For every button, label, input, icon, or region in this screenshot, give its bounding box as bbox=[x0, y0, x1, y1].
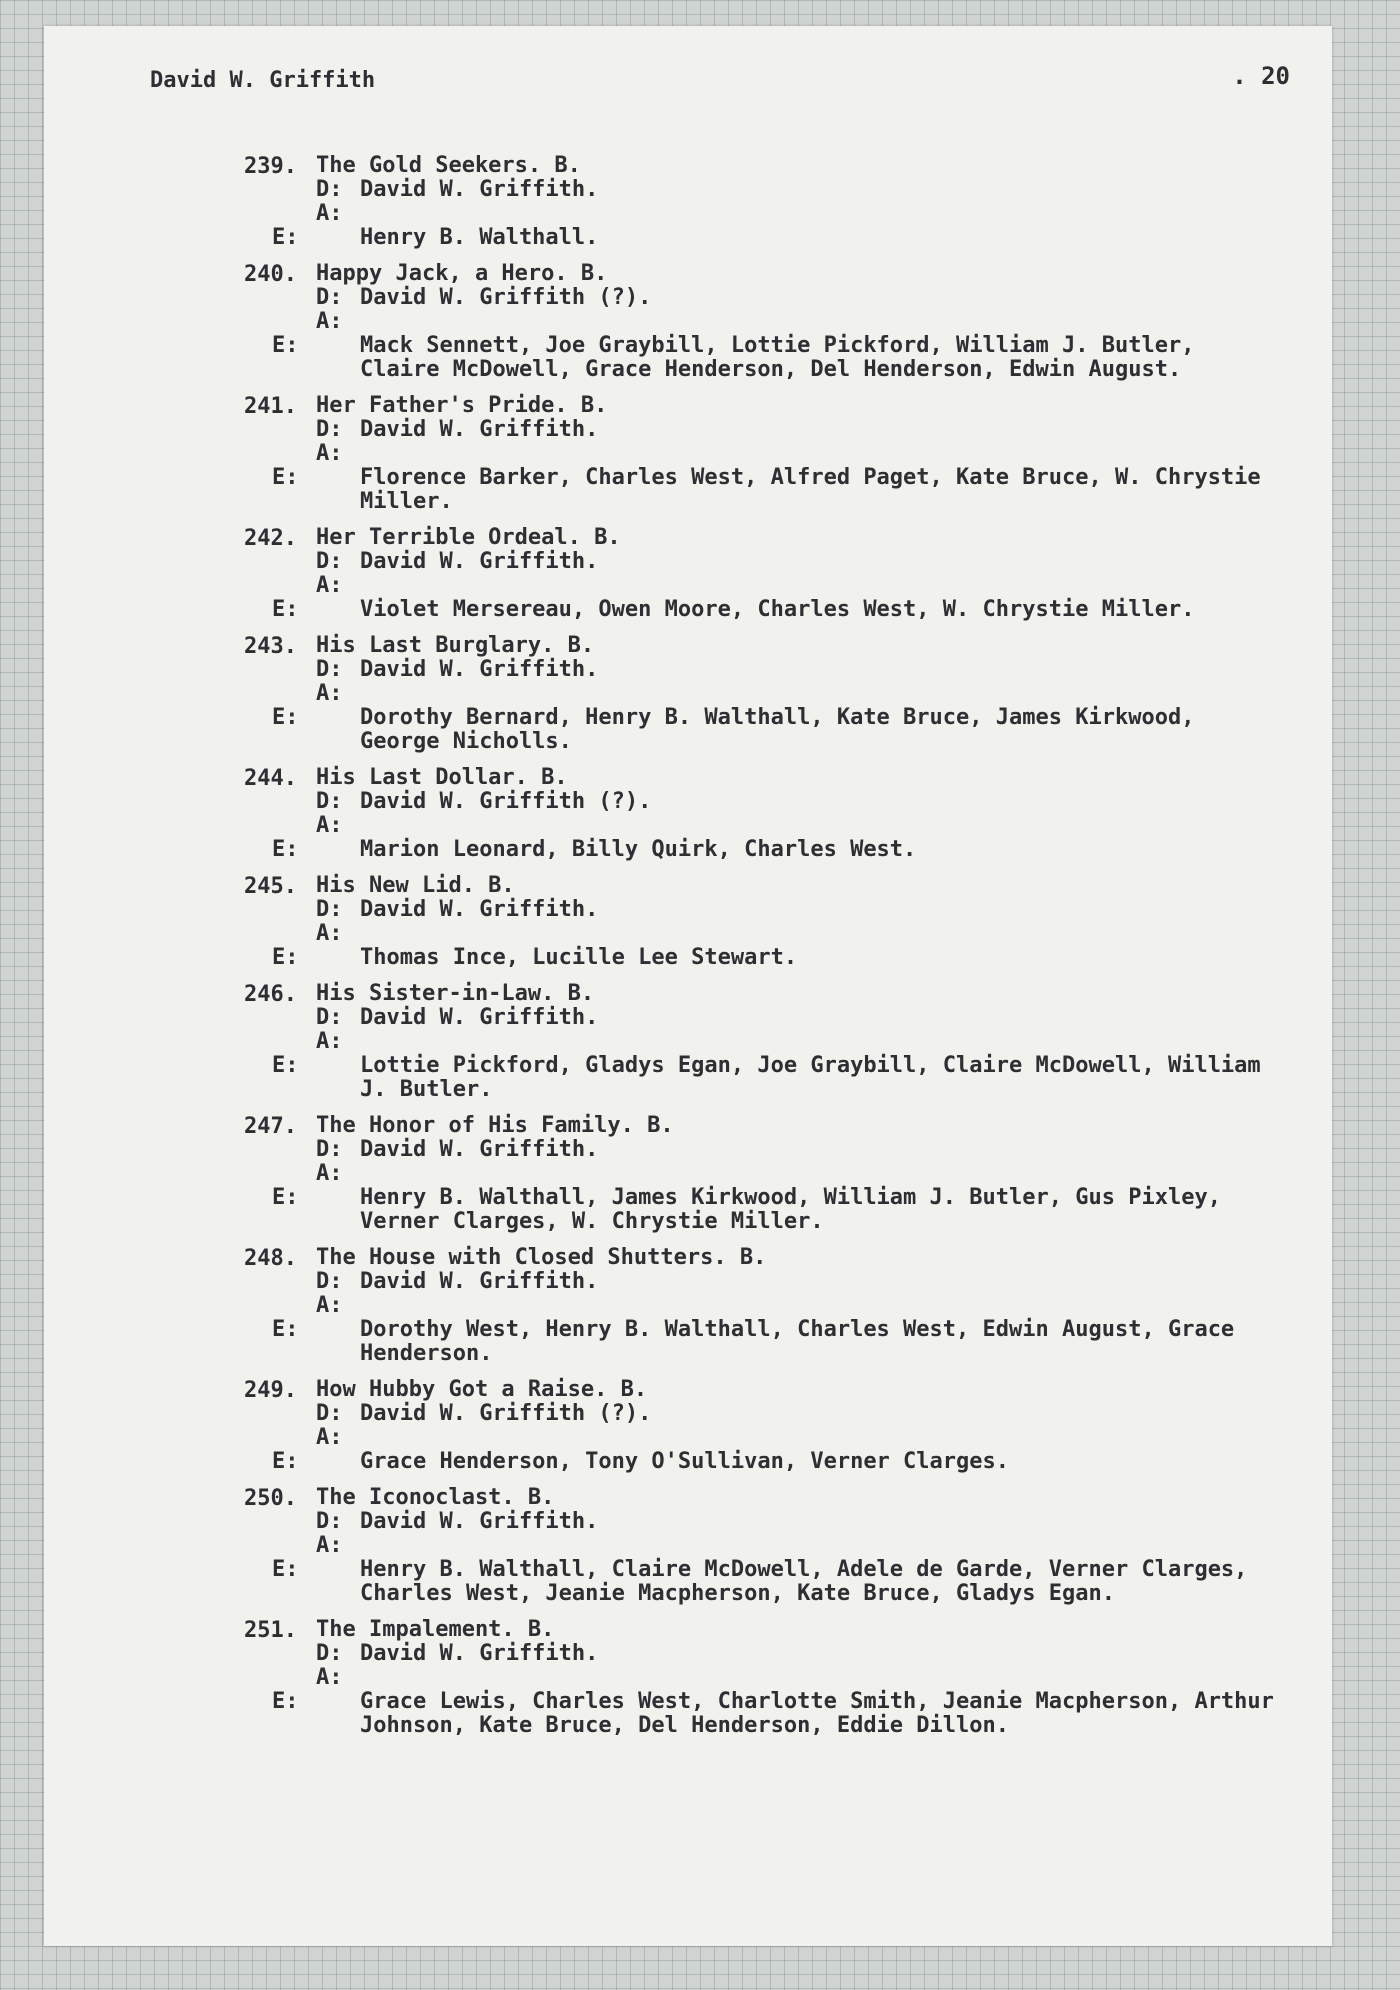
director-line bbox=[316, 1006, 1284, 1030]
author-line bbox=[316, 922, 1284, 946]
film-title: His Last Burglary. B. bbox=[316, 633, 595, 658]
director-value: David W. Griffith. bbox=[360, 177, 599, 202]
cast-prefix: E: bbox=[272, 945, 299, 970]
page-header-name: David W. Griffith bbox=[150, 68, 376, 93]
entry-number: 249. bbox=[244, 1378, 297, 1403]
cast-line bbox=[272, 1185, 1284, 1234]
cast-value: Henry B. Walthall, James Kirkwood, William J. Butler, Gus Pixley, Verner Clarges, W. Chrystie Miller. bbox=[360, 1185, 1235, 1234]
entry-number: 248. bbox=[244, 1246, 297, 1271]
cast-value: Mack Sennett, Joe Graybill, Lottie Pickford, William J. Butler, Claire McDowell, Grace Henderson, Del Henderson, Edwin August. bbox=[360, 333, 1208, 382]
director-value: David W. Griffith. bbox=[360, 1269, 599, 1294]
film-entry bbox=[244, 262, 1284, 382]
cast-value: Thomas Ince, Lucille Lee Stewart. bbox=[360, 945, 798, 970]
director-prefix: D: bbox=[316, 1401, 343, 1426]
author-line bbox=[316, 1030, 1284, 1054]
entry-number: 251. bbox=[244, 1618, 297, 1643]
cast-prefix: E: bbox=[272, 1449, 299, 1474]
cast-line bbox=[272, 837, 1284, 862]
author-line bbox=[316, 1162, 1284, 1186]
director-line bbox=[316, 178, 1284, 202]
director-line bbox=[316, 1138, 1284, 1162]
director-prefix: D: bbox=[316, 417, 343, 442]
author-prefix: A: bbox=[316, 813, 343, 838]
cast-prefix: E: bbox=[272, 1053, 299, 1078]
filmography-list bbox=[244, 153, 1288, 1750]
director-line bbox=[316, 1402, 1284, 1426]
director-prefix: D: bbox=[316, 549, 343, 574]
author-prefix: A: bbox=[316, 309, 343, 334]
cast-line bbox=[272, 465, 1284, 514]
director-value: David W. Griffith (?). bbox=[360, 285, 652, 310]
author-line bbox=[316, 442, 1284, 466]
director-line bbox=[316, 790, 1284, 814]
cast-prefix: E: bbox=[272, 465, 299, 490]
entry-number: 247. bbox=[244, 1114, 297, 1139]
author-line bbox=[316, 682, 1284, 706]
author-line bbox=[316, 1294, 1284, 1318]
author-prefix: A: bbox=[316, 1293, 343, 1318]
film-entry bbox=[244, 1617, 1288, 1738]
author-prefix: A: bbox=[316, 1425, 343, 1450]
film-title: The Gold Seekers. B. bbox=[316, 153, 581, 178]
entry-number: 240. bbox=[244, 262, 297, 287]
entry-number: 250. bbox=[244, 1486, 297, 1511]
cast-value: Henry B. Walthall, Claire McDowell, Adele de Garde, Verner Clarges, Charles West, Jeanie Macpherson, Kate Bruce, Gladys Egan. bbox=[360, 1557, 1261, 1606]
cast-prefix: E: bbox=[272, 1185, 299, 1210]
cast-line bbox=[272, 705, 1284, 754]
director-line bbox=[316, 286, 1284, 310]
entry-number: 243. bbox=[244, 634, 297, 659]
director-line bbox=[316, 1270, 1284, 1294]
cast-prefix: E: bbox=[272, 597, 299, 622]
cast-line bbox=[272, 333, 1284, 382]
entry-number: 246. bbox=[244, 982, 297, 1007]
cast-value: Dorothy West, Henry B. Walthall, Charles West, Edwin August, Grace Henderson. bbox=[360, 1317, 1248, 1366]
film-title: How Hubby Got a Raise. B. bbox=[316, 1377, 648, 1402]
author-prefix: A: bbox=[316, 1665, 343, 1690]
entry-number: 244. bbox=[244, 766, 297, 791]
author-prefix: A: bbox=[316, 1161, 343, 1186]
cast-line bbox=[272, 1317, 1284, 1366]
author-prefix: A: bbox=[316, 921, 343, 946]
cast-prefix: E: bbox=[272, 837, 299, 862]
author-prefix: A: bbox=[316, 681, 343, 706]
film-title: His New Lid. B. bbox=[316, 873, 515, 898]
film-title: The Honor of His Family. B. bbox=[316, 1113, 674, 1138]
film-entry bbox=[244, 634, 1284, 754]
cast-line bbox=[272, 1557, 1284, 1606]
cast-value: Grace Henderson, Tony O'Sullivan, Verner Clarges. bbox=[360, 1449, 1010, 1474]
entry-number: 239. bbox=[244, 154, 297, 179]
cast-value: Lottie Pickford, Gladys Egan, Joe Graybill, Claire McDowell, William J. Butler. bbox=[360, 1053, 1274, 1102]
film-entry bbox=[244, 1114, 1284, 1234]
cast-line bbox=[272, 225, 1284, 250]
director-value: David W. Griffith. bbox=[360, 657, 599, 682]
director-prefix: D: bbox=[316, 1005, 343, 1030]
cast-value: Florence Barker, Charles West, Alfred Paget, Kate Bruce, W. Chrystie Miller. bbox=[360, 465, 1274, 514]
cast-line bbox=[272, 1689, 1288, 1738]
director-line bbox=[316, 418, 1284, 442]
film-entry bbox=[244, 1486, 1284, 1606]
cast-value: Dorothy Bernard, Henry B. Walthall, Kate Bruce, James Kirkwood, George Nicholls. bbox=[360, 705, 1208, 754]
author-prefix: A: bbox=[316, 201, 343, 226]
director-value: David W. Griffith. bbox=[360, 1641, 599, 1666]
director-value: David W. Griffith (?). bbox=[360, 789, 652, 814]
cast-value: Grace Lewis, Charles West, Charlotte Smith, Jeanie Macpherson, Arthur Johnson, Kate Bruce, Del Henderson, Eddie Dillon. bbox=[360, 1689, 1288, 1738]
director-value: David W. Griffith. bbox=[360, 417, 599, 442]
film-entry bbox=[244, 1246, 1284, 1366]
director-prefix: D: bbox=[316, 1641, 343, 1666]
director-prefix: D: bbox=[316, 1137, 343, 1162]
author-line bbox=[316, 574, 1284, 598]
film-entry bbox=[244, 874, 1284, 970]
director-prefix: D: bbox=[316, 789, 343, 814]
film-title: Her Terrible Ordeal. B. bbox=[316, 525, 621, 550]
director-prefix: D: bbox=[316, 897, 343, 922]
film-title: His Last Dollar. B. bbox=[316, 765, 568, 790]
cast-prefix: E: bbox=[272, 1689, 299, 1714]
author-line bbox=[316, 202, 1284, 226]
director-prefix: D: bbox=[316, 1509, 343, 1534]
cast-prefix: E: bbox=[272, 1557, 299, 1582]
director-value: David W. Griffith. bbox=[360, 549, 599, 574]
director-prefix: D: bbox=[316, 285, 343, 310]
director-value: David W. Griffith (?). bbox=[360, 1401, 652, 1426]
film-entry bbox=[244, 394, 1284, 514]
cast-prefix: E: bbox=[272, 225, 299, 250]
film-title: Her Father's Pride. B. bbox=[316, 393, 608, 418]
author-prefix: A: bbox=[316, 573, 343, 598]
director-line bbox=[316, 658, 1284, 682]
entry-number: 245. bbox=[244, 874, 297, 899]
director-value: David W. Griffith. bbox=[360, 1137, 599, 1162]
director-line bbox=[316, 1510, 1284, 1534]
film-title: The Iconoclast. B. bbox=[316, 1485, 555, 1510]
director-prefix: D: bbox=[316, 177, 343, 202]
cast-line bbox=[272, 1053, 1284, 1102]
film-entry bbox=[244, 526, 1284, 622]
director-value: David W. Griffith. bbox=[360, 1005, 599, 1030]
cast-prefix: E: bbox=[272, 1317, 299, 1342]
entry-number: 241. bbox=[244, 394, 297, 419]
author-line bbox=[316, 1426, 1284, 1450]
author-line bbox=[316, 310, 1284, 334]
director-line bbox=[316, 1642, 1284, 1666]
author-prefix: A: bbox=[316, 1533, 343, 1558]
film-title: The Impalement. B. bbox=[316, 1617, 555, 1642]
director-prefix: D: bbox=[316, 657, 343, 682]
cast-line bbox=[272, 597, 1284, 622]
film-title: Happy Jack, a Hero. B. bbox=[316, 261, 608, 286]
director-line bbox=[316, 550, 1284, 574]
film-title: His Sister-in-Law. B. bbox=[316, 981, 595, 1006]
cast-value: Henry B. Walthall. bbox=[360, 225, 599, 250]
author-line bbox=[316, 1534, 1284, 1558]
director-value: David W. Griffith. bbox=[360, 1509, 599, 1534]
cast-value: Violet Mersereau, Owen Moore, Charles West, W. Chrystie Miller. bbox=[360, 597, 1195, 622]
film-entry bbox=[244, 766, 1284, 862]
page-number: . 20 bbox=[1232, 62, 1290, 90]
director-value: David W. Griffith. bbox=[360, 897, 599, 922]
cast-prefix: E: bbox=[272, 333, 299, 358]
film-title: The House with Closed Shutters. B. bbox=[316, 1245, 767, 1270]
author-line bbox=[316, 1666, 1284, 1690]
director-line bbox=[316, 898, 1284, 922]
author-prefix: A: bbox=[316, 441, 343, 466]
entry-number: 242. bbox=[244, 526, 297, 551]
film-entry bbox=[244, 1378, 1284, 1474]
typed-page bbox=[44, 26, 1332, 1946]
director-prefix: D: bbox=[316, 1269, 343, 1294]
cast-prefix: E: bbox=[272, 705, 299, 730]
cast-value: Marion Leonard, Billy Quirk, Charles West. bbox=[360, 837, 917, 862]
author-prefix: A: bbox=[316, 1029, 343, 1054]
cast-line bbox=[272, 1449, 1284, 1474]
author-line bbox=[316, 814, 1284, 838]
film-entry bbox=[244, 982, 1284, 1102]
film-entry bbox=[244, 154, 1284, 250]
cast-line bbox=[272, 945, 1284, 970]
